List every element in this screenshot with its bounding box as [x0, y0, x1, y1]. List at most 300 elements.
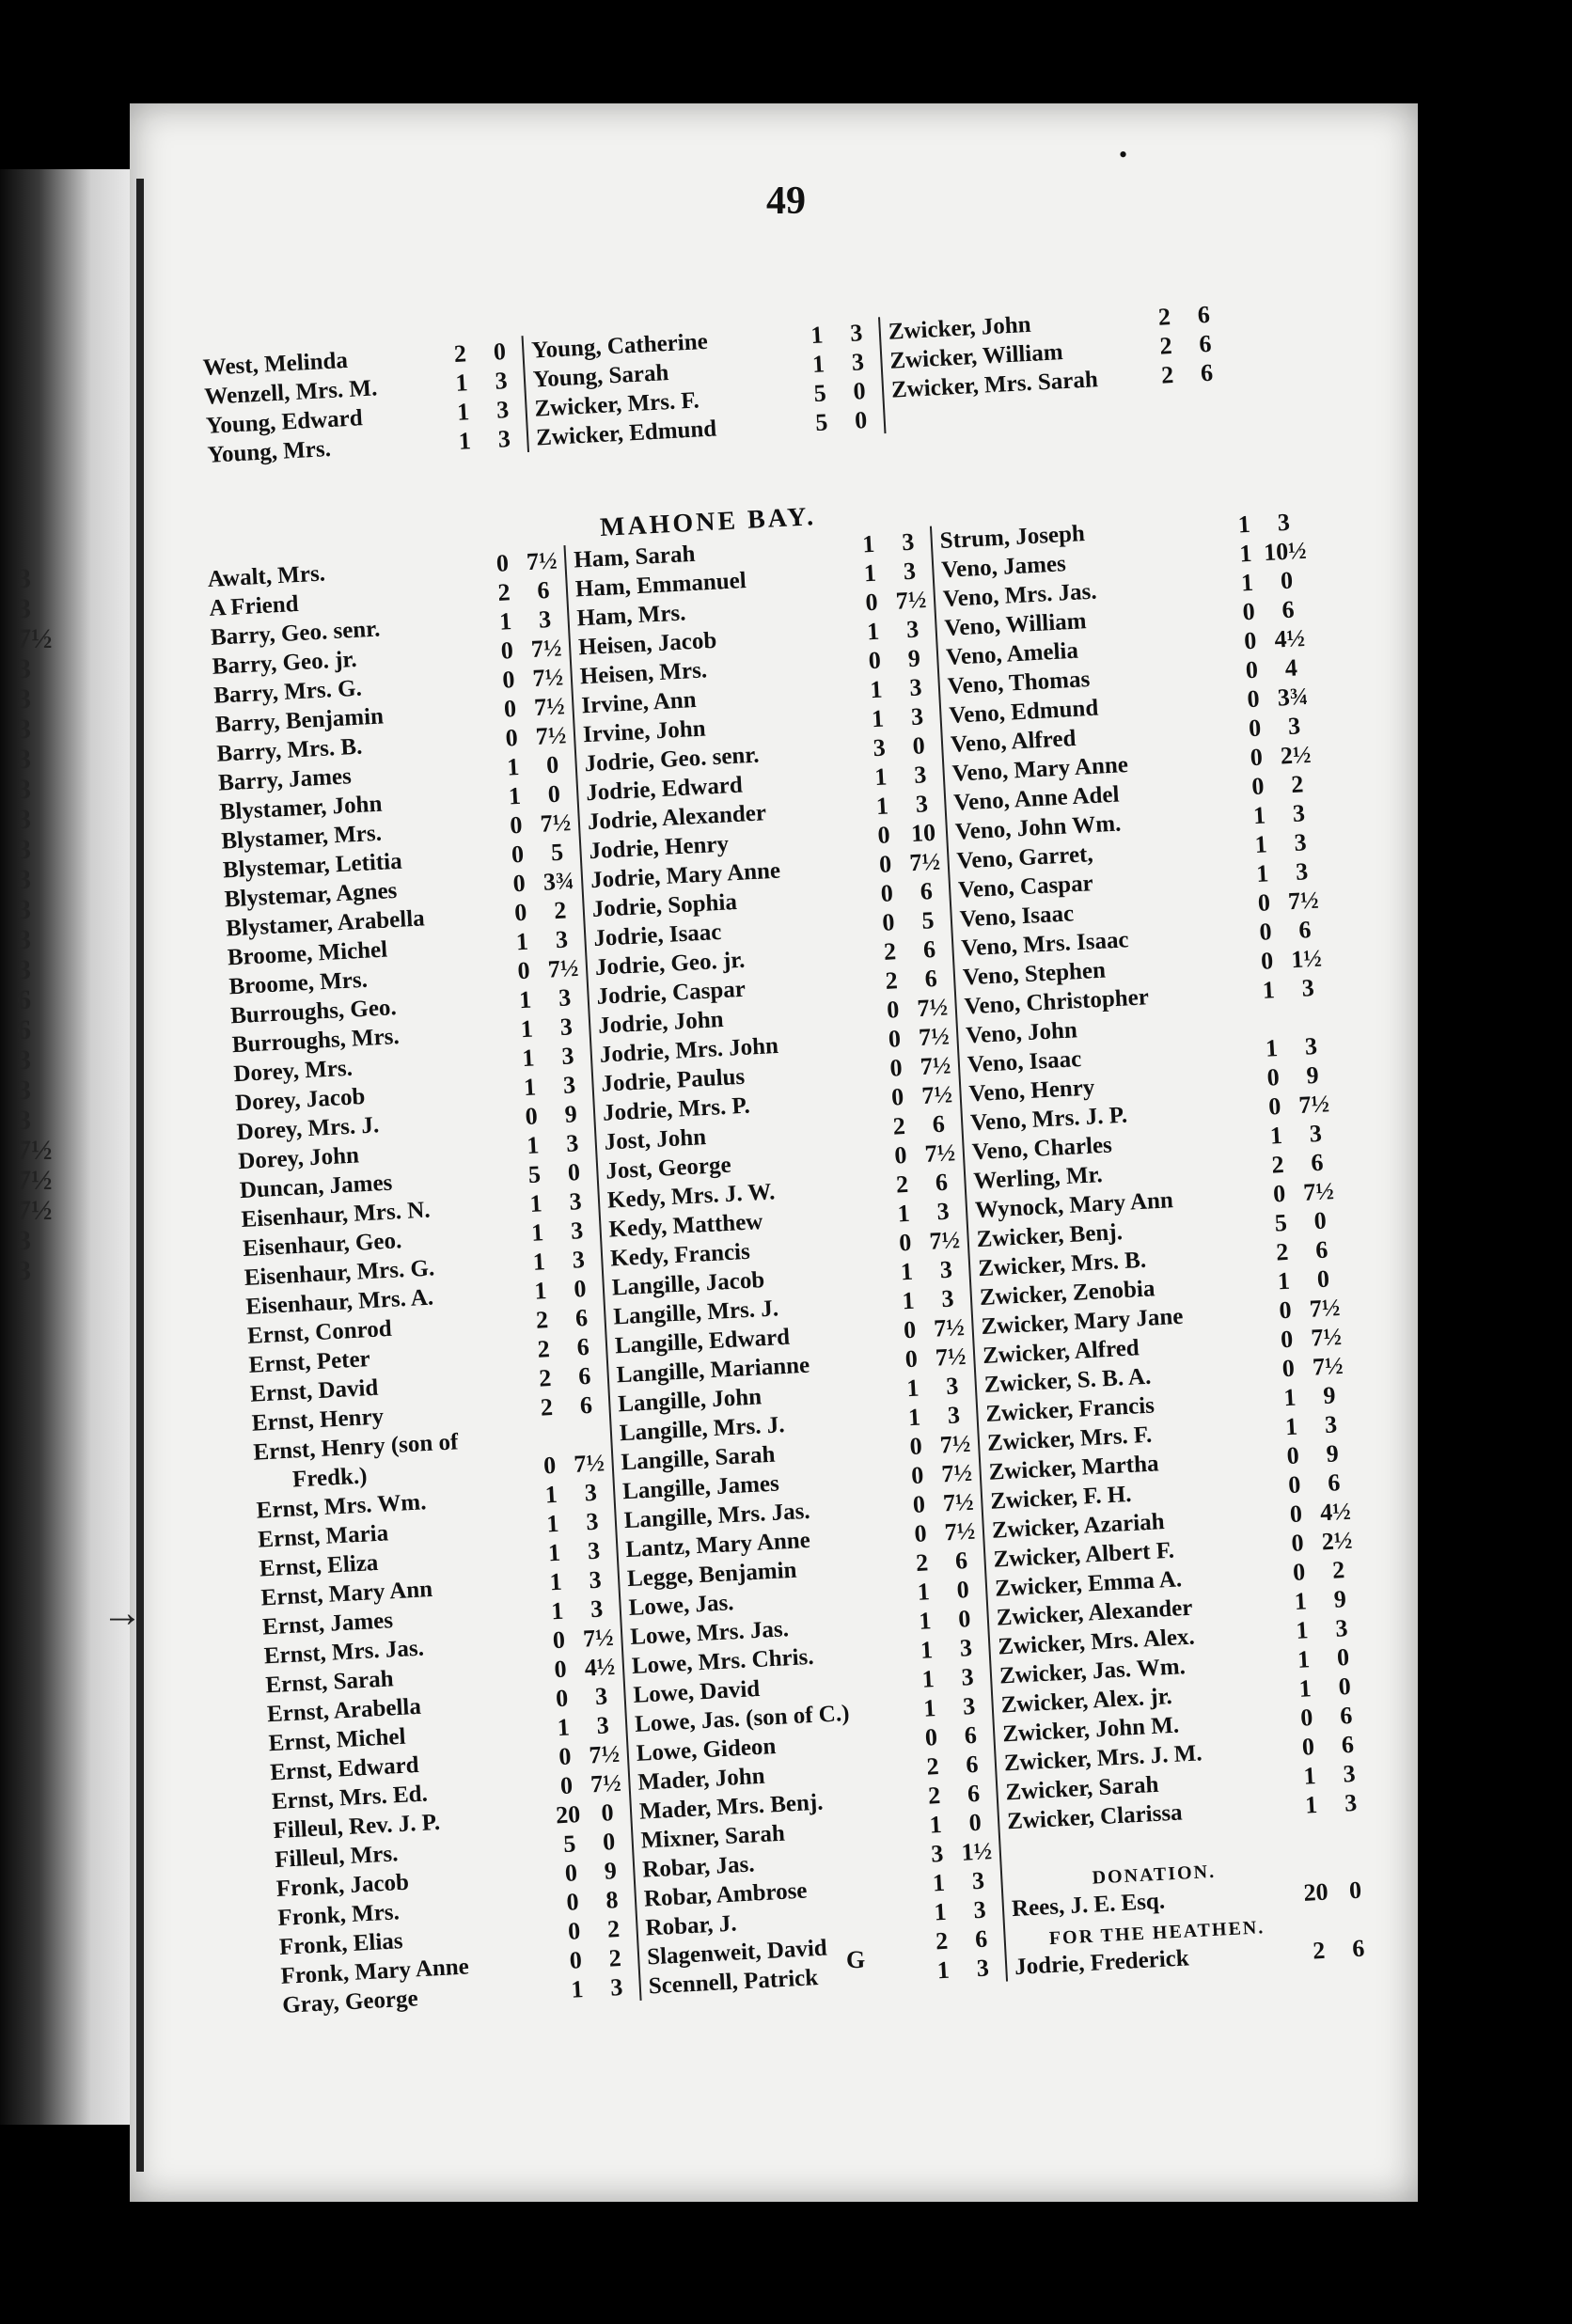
pence: 3 [945, 1372, 960, 1401]
subscriber-name: Robar, Ambrose [643, 1877, 809, 1912]
amount [552, 1827, 632, 1859]
subscriber-name: Young, Sarah [532, 360, 670, 393]
pence: 0 [854, 406, 868, 434]
facing-page-digit: 3 [17, 1044, 31, 1076]
amount [868, 847, 948, 879]
subscriber-name: Mixner, Sarah [640, 1820, 786, 1854]
pence: 0 [600, 1798, 615, 1827]
amount [497, 779, 577, 811]
amount [1234, 653, 1314, 685]
pence: 4½ [1273, 624, 1306, 653]
subscriber-name: Eisenhaur, Mrs. A. [244, 1284, 434, 1320]
subscriber-name: Veno, Mary Anne [951, 752, 1129, 787]
amount [446, 395, 526, 427]
subscriber-name: Langille, Mrs. J. [619, 1412, 786, 1447]
shillings: 0 [559, 1771, 574, 1800]
ink-mark: • [1119, 141, 1128, 168]
entry-column [563, 526, 1006, 2001]
amount [906, 1575, 986, 1607]
pence: 6 [923, 964, 938, 993]
amount [515, 1128, 595, 1160]
pence: 3 [559, 1013, 574, 1041]
amount [895, 1371, 975, 1403]
amount [1267, 1294, 1347, 1326]
shillings: 1 [526, 1131, 541, 1160]
amount [922, 1895, 1002, 1927]
amount [448, 424, 527, 456]
subscriber-name: Zwicker, Emma A. [994, 1566, 1183, 1602]
pence: 0 [967, 1808, 982, 1837]
section-title: MAHONE BAY. [599, 502, 817, 543]
subscriber-name: Lowe, Gideon [636, 1734, 777, 1767]
shillings: 1 [508, 781, 522, 810]
pence: 9 [1325, 1439, 1340, 1468]
shillings: 2 [883, 937, 897, 966]
subscriber-name: Broome, Mrs. [228, 966, 369, 1000]
amount [1231, 595, 1311, 627]
facing-page-digit: 3 [17, 653, 31, 684]
subscriber-name: Eisenhaur, Mrs. N. [240, 1197, 432, 1233]
amount [1266, 1264, 1346, 1296]
subscriber-name: Zwicker, Mrs. B. [977, 1247, 1147, 1282]
facing-page-digit: 3 [17, 954, 31, 985]
amount [517, 1157, 597, 1189]
subscriber-name: Veno, Mrs. J. P. [969, 1102, 1128, 1137]
pence: 3 [585, 1507, 600, 1536]
shillings: 1 [530, 1218, 544, 1247]
subscriber-name: Ernst, Peter [247, 1346, 371, 1378]
amount [883, 1138, 963, 1170]
amount [886, 1197, 966, 1229]
amount [866, 818, 946, 850]
facing-page-digit: 7½ [17, 1165, 53, 1196]
pence: 6 [1341, 1730, 1355, 1759]
subscriber-name: Awalt, Mrs. [207, 560, 326, 592]
pence: 3 [594, 1682, 608, 1711]
amount [527, 1361, 607, 1393]
pence: 0 [957, 1605, 972, 1633]
pence: 7½ [588, 1739, 621, 1769]
pence: 7½ [1297, 1090, 1330, 1119]
subscriber-name: Barry, Mrs. G. [212, 675, 363, 709]
amount [1294, 1788, 1374, 1820]
subscriber-name: Jodrie, Sophia [591, 889, 738, 923]
shillings: 2 [536, 1335, 551, 1363]
amount [912, 1691, 992, 1723]
pence: 3 [940, 1284, 955, 1313]
pence: 7½ [531, 663, 564, 693]
amount [503, 896, 583, 928]
amount [892, 1313, 972, 1345]
shillings: 1 [1302, 1762, 1317, 1790]
amount [865, 789, 945, 821]
pence: 3 [901, 527, 916, 557]
pence: 3 [935, 1197, 951, 1226]
subscriber-name: Barry, Geo. jr. [212, 646, 358, 680]
pence: 7½ [939, 1429, 972, 1459]
pence: 9 [563, 1100, 578, 1128]
shillings: 2 [1157, 303, 1171, 331]
amount [1271, 1352, 1351, 1384]
amount [1237, 711, 1317, 743]
subscriber-name: Lowe, Jas. [628, 1590, 735, 1622]
main-columns [207, 507, 1382, 2019]
shillings: 0 [558, 1742, 573, 1771]
pence: 3 [568, 1187, 583, 1216]
subscriber-name: West, Melinda [202, 347, 349, 381]
amount [558, 1943, 638, 1975]
amount [485, 546, 565, 578]
amount [1262, 1177, 1342, 1209]
subscriber-name: Young, Catherine [530, 328, 709, 364]
subscriber-name: Ernst, Mrs. Wm. [256, 1489, 428, 1524]
subscriber-name: Wenzell, Mrs. M. [203, 375, 378, 410]
shillings: 0 [908, 1432, 923, 1461]
page-number: 49 [766, 180, 806, 223]
pence: 3 [910, 702, 924, 731]
pence: 7½ [535, 721, 568, 750]
amount [554, 1856, 634, 1888]
subscriber-name: Langille, Mrs. J. [612, 1295, 779, 1330]
facing-page-digit: 7½ [17, 623, 53, 654]
subscriber-name: Zwicker, Edmund [535, 416, 717, 451]
amount [902, 1487, 982, 1519]
pence: 3 [976, 1954, 990, 1983]
pence: 8 [605, 1886, 620, 1914]
shillings: 1 [933, 1897, 948, 1926]
shillings: 0 [1272, 1179, 1286, 1208]
subscriber-name: Duncan, James [239, 1170, 393, 1204]
subscriber-name: Eisenhaur, Geo. [242, 1228, 402, 1262]
amount [914, 1720, 994, 1752]
pence: 6 [1351, 1934, 1365, 1963]
pence: 9 [907, 644, 921, 673]
pence: 3 [1304, 1031, 1318, 1060]
shillings: 0 [880, 879, 894, 907]
shillings: 1 [875, 792, 889, 821]
shillings: 1 [557, 1713, 571, 1742]
amount [926, 1954, 1006, 1986]
shillings: 1 [1284, 1412, 1298, 1441]
pence: 7½ [1312, 1351, 1344, 1381]
pence: 7½ [920, 1080, 953, 1109]
facing-page-digit: 6 [17, 984, 31, 1015]
amount [540, 1594, 620, 1626]
shillings: 2 [453, 339, 467, 368]
pence: 3 [1287, 712, 1301, 741]
shillings: 0 [1250, 743, 1264, 772]
shillings: 1 [1265, 1034, 1279, 1062]
amount [498, 809, 578, 840]
amount [534, 1478, 614, 1510]
amount [909, 1633, 989, 1665]
amount [1245, 856, 1325, 888]
shillings: 0 [1250, 772, 1265, 801]
subscriber-name: Dorey, Jacob [234, 1083, 367, 1117]
shillings: 2 [1158, 332, 1173, 360]
amount [1227, 508, 1307, 540]
subscriber-name: Fredk.) [291, 1463, 369, 1493]
amount [1230, 566, 1310, 598]
pence: 3 [959, 1634, 973, 1662]
pence: 3 [1300, 974, 1315, 1002]
subscriber-name: Veno, James [940, 551, 1067, 584]
shillings: 1 [907, 1403, 921, 1432]
amount [918, 1808, 998, 1840]
entry-column [202, 336, 527, 469]
pence: 7½ [943, 1516, 976, 1547]
amount [486, 575, 566, 607]
subscriber-name: Jodrie, Edward [585, 772, 744, 807]
pence: 2½ [1280, 740, 1313, 770]
shillings: 0 [552, 1625, 566, 1655]
shillings: 1 [523, 1073, 537, 1102]
pence: 3 [560, 1042, 575, 1070]
pence: 3 [1334, 1614, 1349, 1642]
pence: 3 [494, 367, 509, 395]
pence: 7½ [908, 847, 941, 877]
shillings: 20 [555, 1800, 581, 1829]
shillings: 1 [1282, 1383, 1297, 1412]
subscriber-name: Jodrie, Mrs. P. [602, 1092, 751, 1126]
subscriber-name: Scennell, Patrick [648, 1965, 819, 2000]
amount [559, 1972, 639, 2004]
amount [537, 1536, 617, 1568]
subheading: FOR THE HEATHEN. [1048, 1917, 1265, 1950]
subscriber-name: Zwicker, Alexander [996, 1594, 1194, 1631]
pence: 7½ [590, 1768, 622, 1798]
subscriber-name: Wynock, Mary Ann [974, 1187, 1174, 1224]
shillings: 2 [535, 1306, 549, 1334]
pence: 0 [1336, 1643, 1350, 1672]
subscriber-name: Ernst, Mrs. Ed. [271, 1781, 429, 1815]
amount [890, 1284, 970, 1316]
subscriber-name: Werling, Mr. [972, 1162, 1104, 1195]
shillings: 5 [814, 408, 829, 436]
shillings: 0 [1278, 1295, 1293, 1325]
subscriber-name: Blystamer, John [219, 791, 384, 825]
amount [872, 934, 952, 966]
subscriber-name: Blystemar, Agnes [224, 877, 398, 913]
pence: 7½ [933, 1312, 966, 1343]
subscriber-name: Heisen, Jacob [577, 627, 717, 661]
pence: 6 [931, 1109, 946, 1138]
amount [557, 1914, 637, 1946]
pence: 7½ [920, 1051, 951, 1081]
shillings: 0 [881, 908, 896, 936]
amount [525, 1303, 605, 1335]
shillings: 1 [1295, 1616, 1310, 1644]
pence: 0 [1316, 1264, 1330, 1294]
facing-page-digit: 7½ [17, 1195, 53, 1226]
amount [1272, 1380, 1352, 1412]
subscriber-name: Jodrie, Geo. senr. [583, 742, 761, 777]
amount [1148, 329, 1228, 361]
subscriber-name: Jodrie, Caspar [595, 976, 747, 1010]
shillings: 0 [503, 695, 517, 723]
shillings: 1 [1277, 1266, 1291, 1295]
pence: 3 [913, 761, 928, 789]
amount [493, 692, 573, 724]
pence: 3 [595, 1711, 610, 1739]
shillings: 0 [1292, 1558, 1306, 1586]
subscriber-name: Robar, J. [644, 1910, 738, 1941]
facing-page-digit: 3 [17, 1105, 31, 1136]
subscriber-name: Zwicker, Alex. jr. [999, 1683, 1173, 1719]
pence: 0 [573, 1274, 588, 1303]
subscriber-name: Jost, George [605, 1152, 732, 1185]
pence: 3 [587, 1536, 601, 1565]
subscriber-name: Blystamer, Arabella [225, 905, 426, 942]
subscriber-name: Veno, John Wm. [954, 810, 1122, 845]
pence: 3 [947, 1401, 961, 1429]
pence: 6 [1310, 1148, 1325, 1177]
amount [443, 337, 523, 369]
subscriber-name: Fronk, Jacob [275, 1869, 410, 1903]
subscriber-name: Zwicker, Francis [984, 1392, 1155, 1427]
subscriber-name: Jodrie, Isaac [592, 919, 723, 951]
shillings: 0 [1260, 947, 1274, 975]
subscriber-name: Zwicker, John M. [1001, 1712, 1180, 1748]
shillings: 0 [890, 1083, 904, 1111]
shillings: 2 [925, 1752, 940, 1781]
pence: 2 [606, 1915, 621, 1943]
subscriber-name: Fronk, Mrs. [276, 1899, 401, 1932]
amount [877, 1022, 957, 1054]
shillings: 2 [892, 1111, 906, 1140]
subscriber-name: Veno, Mrs. Isaac [960, 927, 1130, 962]
subscriber-name: Zwicker, Mrs. J. M. [1003, 1740, 1203, 1777]
shillings: 0 [924, 1723, 938, 1751]
amount [915, 1750, 995, 1782]
amount [1259, 1119, 1339, 1151]
amount [1277, 1468, 1357, 1500]
shillings: 0 [524, 1102, 539, 1131]
subscriber-name: Lowe, Jas. (son of C.) [634, 1700, 851, 1737]
subscriber-name: Jodrie, Geo. jr. [594, 947, 746, 981]
subscriber-name: Ham, Emmanuel [574, 568, 747, 603]
shillings: 1 [928, 1810, 943, 1839]
shillings: 0 [565, 1888, 580, 1916]
subscriber-name: Mader, Mrs. Benj. [638, 1789, 825, 1825]
amount [897, 1400, 977, 1432]
pence: 3 [1293, 828, 1308, 856]
subscriber-name: Fronk, Elias [278, 1928, 404, 1960]
shillings: 0 [1280, 1325, 1294, 1354]
subscriber-name: Veno, Alfred [950, 725, 1077, 758]
amount [894, 1343, 974, 1374]
pence: 7½ [1302, 1177, 1335, 1206]
pence: 2 [607, 1943, 622, 1972]
subscriber-name: Ernst, Conrod [246, 1315, 393, 1349]
amount [544, 1681, 624, 1713]
subscriber-name: Jost, John [604, 1124, 707, 1155]
pence: 3 [960, 1662, 975, 1691]
amount [510, 1012, 590, 1044]
shillings: 1 [920, 1636, 934, 1664]
amount [538, 1565, 618, 1597]
pence: 3 [609, 1972, 624, 2002]
amount [505, 925, 585, 957]
subscriber-name: Ernst, Michel [268, 1723, 407, 1757]
facing-page-digit: 3 [17, 834, 31, 865]
amount [1274, 1409, 1354, 1441]
subscription-list-mahone-bay [207, 507, 1382, 2019]
shillings: 0 [569, 1946, 583, 1974]
subscriber-name: Rees, J. E. Esq. [1011, 1888, 1166, 1923]
amount [535, 1507, 615, 1539]
subscriber-name: Lowe, David [632, 1675, 761, 1708]
pence: 0 [1313, 1206, 1328, 1235]
subscriber-name: Irvine, John [582, 715, 707, 748]
amount [512, 1070, 592, 1102]
pence: 6 [965, 1750, 980, 1779]
subheading: DONATION. [1092, 1861, 1217, 1889]
amount [802, 376, 882, 408]
shillings: 0 [903, 1315, 917, 1344]
shillings: 2 [895, 1170, 909, 1199]
shillings: 0 [553, 1655, 568, 1684]
shillings: 0 [555, 1684, 569, 1713]
shillings: 2 [915, 1548, 929, 1577]
amount [1281, 1555, 1361, 1587]
shillings: 0 [1281, 1354, 1296, 1383]
pence: 7½ [928, 1226, 961, 1255]
facing-page-digit: 3 [17, 924, 31, 955]
shillings: 0 [1243, 626, 1258, 655]
amount [511, 1041, 590, 1073]
pence: 2 [1331, 1556, 1345, 1584]
amount [851, 527, 931, 559]
pence: 3 [905, 615, 920, 644]
amount [1233, 624, 1313, 656]
pence: 3 [590, 1594, 604, 1624]
shillings: 0 [1246, 684, 1261, 714]
subscriber-name: Ernst, Mrs. Jas. [263, 1635, 425, 1670]
amount [920, 1837, 999, 1869]
shillings: 2 [1275, 1237, 1290, 1266]
margin-arrow-icon: → [102, 1590, 143, 1636]
shillings: 1 [918, 1607, 933, 1635]
subscriber-name: Veno, Christopher [964, 984, 1150, 1020]
amount [1254, 1031, 1334, 1063]
shillings: 0 [1299, 1704, 1314, 1732]
amount [804, 405, 884, 437]
facing-page-digit: 3 [17, 683, 31, 714]
amount [910, 1662, 990, 1694]
amount [888, 1226, 967, 1258]
amount [1275, 1438, 1355, 1470]
shillings: 1 [1297, 1645, 1311, 1673]
amount [1248, 915, 1328, 947]
subscriber-name: Ernst, Mary Ann [259, 1576, 433, 1611]
amount [871, 905, 951, 937]
subscriber-name: Blystemar, Letitia [222, 848, 403, 884]
amount [549, 1768, 629, 1800]
pence: 7½ [895, 586, 928, 615]
amount [1247, 886, 1327, 918]
amount [523, 1274, 603, 1306]
pence: 7½ [923, 1138, 956, 1168]
pence: 7½ [539, 809, 572, 838]
subscriber-name: Dorey, Mrs. [232, 1055, 354, 1088]
amount [801, 347, 881, 379]
shillings: 1 [1252, 801, 1266, 830]
shillings: 0 [888, 1025, 902, 1053]
shillings: 20 [1302, 1877, 1329, 1907]
amount [542, 1624, 621, 1656]
pence: 6 [1297, 916, 1313, 944]
